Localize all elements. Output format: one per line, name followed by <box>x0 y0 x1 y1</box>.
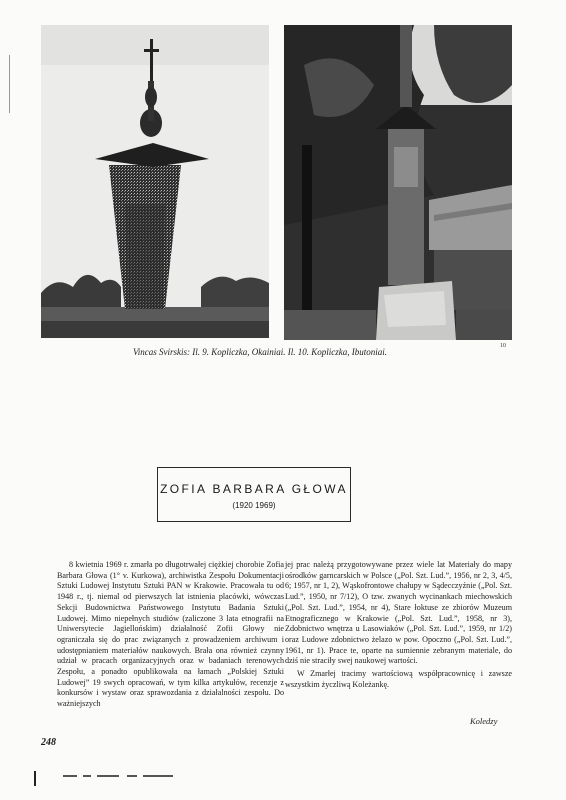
scan-edge-line <box>9 55 10 113</box>
figure-number: 10 <box>500 343 506 349</box>
margin-mark <box>34 771 36 786</box>
obituary-name: ZOFIA BARBARA GŁOWA <box>160 482 348 496</box>
photo-shrine-okainiai <box>41 25 269 338</box>
page-number: 248 <box>41 737 56 748</box>
body-paragraph: 8 kwietnia 1969 r. zmarła po długotrwałej ciężkiej chorobie Zofia Barbara Głowa (1° v. Kurkowa), archiwistka Zespołu Dokumentacji Sztuki Ludowej Instytutu Sztuki PAN w Krakowie. Pracowała tu od 1948 r., tj. niemal od pierwszych lat istnienia placówki, wówczas Sekcji Budownictwa Państwowego Instytutu Badania Sztuki Ludowej. Mimo niepełnych studiów (zaliczone 3 lata etnografii na Uniwersytecie Jagiellońskim) działalność Zofii Głowy nie ograniczała się do prac związanych z prowadzeniem archiwum i udostępnianiem materiałów naukowych. Brała ona również czynny udział w pracach organizacyjnych oraz w badaniach terenowych Zespołu, a ponadto opublikowała na łamach „Polskiej Sztuki Ludowej” 19 swych opracowań, w tym kilka artykułów, recenzje z konkursów i wystaw oraz sprawozdania z działalności zespołu. Do ważniejszych <box>57 560 284 709</box>
footer-print-marks <box>63 775 183 778</box>
body-paragraph: W Zmarłej tracimy wartościową współpracownicę i zawsze wszystkim życzliwą Koleżankę. <box>285 669 512 689</box>
figure-caption: Vincas Svirskis: Il. 9. Kopliczka, Okainiai. Il. 10. Kopliczka, Ibutoniai. <box>132 347 388 357</box>
obituary-years: (1920 1969) <box>232 501 276 510</box>
photo-shrine-ibutoniai <box>284 25 512 340</box>
body-column-right <box>285 560 512 690</box>
signature: Koledzy <box>470 716 498 726</box>
body-column-left <box>57 560 284 710</box>
obituary-title-box <box>157 467 351 522</box>
body-paragraph: jej prac należą przygotowywane przez wiele lat Materiały do mapy ośrodków garncarskich w Polsce („Pol. Szt. Lud.”, 1956, nr 2, 3, 4/5, 6; 1957, nr 1, 2), Wąskofrontowe chałupy w Sądecczyźnie („Pol. Szt. Lud.”, 1950, nr 7/12), O tzw. zwanych wycinankach miechowskich („Pol. Szt. Lud.”, 1954, nr 4), Stare łoktuse ze zbiorów Muzeum Etnograficznego w Krakowie („Pol. Szt. Lud.”, 1958, nr 3), Zdobnictwo wnętrza u Lasowiaków („Pol. Szt. Lud.”, 1959, nr 1/2) oraz Ludowe zdobnictwo żelazo w pow. Opoczno („Pol. Szt. Lud.”, 1961, nr 1). Prace te, oparte na sumiennie zebranym materiale, do dziś nie straciły swej naukowej wartości. <box>285 560 512 666</box>
